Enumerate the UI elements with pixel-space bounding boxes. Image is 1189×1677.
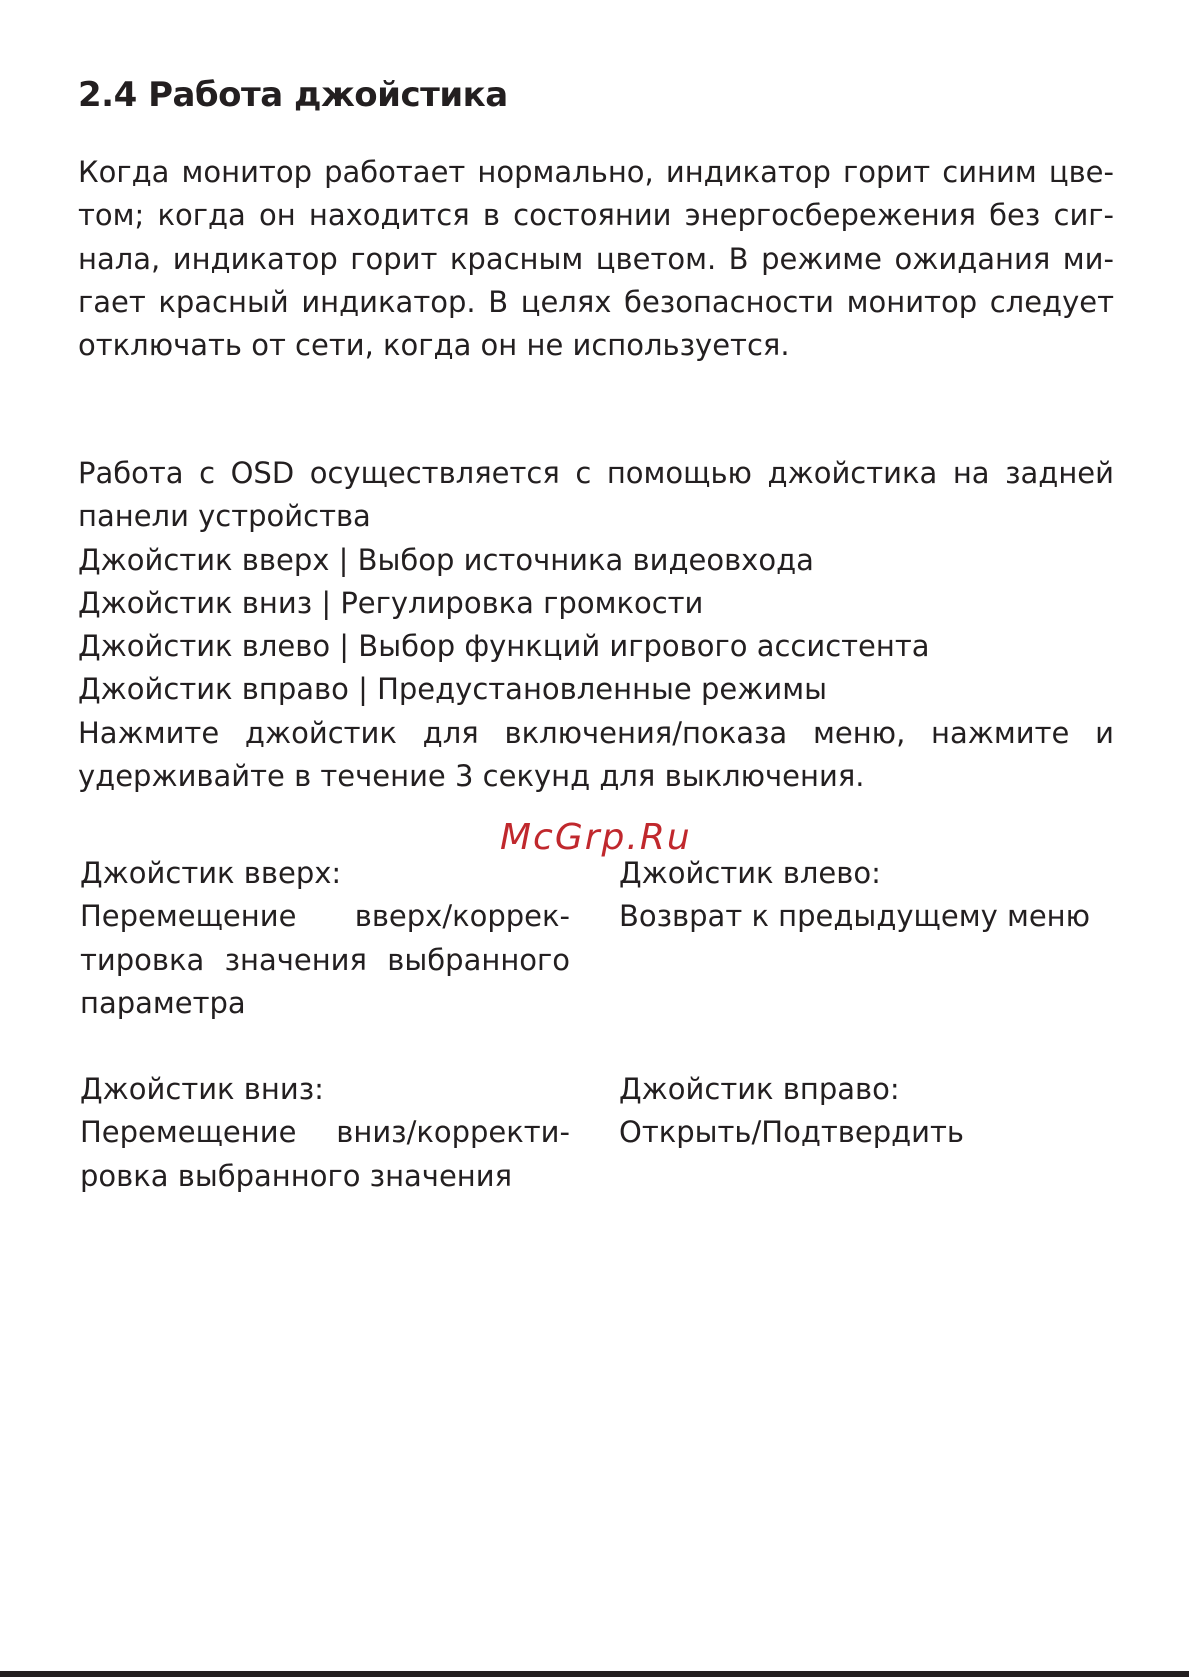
paragraph-line: том; когда он находится в состоянии энергосбережения без сиг-: [78, 198, 1114, 233]
menu-control-line: параметра: [80, 985, 246, 1020]
menu-control-up: [80, 852, 570, 1025]
menu-control-line: Перемещение вниз/корректи-: [80, 1115, 570, 1150]
paragraph-line: гает красный индикатор. В целях безопасности монитор следует: [78, 284, 1114, 319]
menu-control-title: Джойстик вниз:: [80, 1072, 324, 1106]
menu-control-line: ровка выбранного значения: [80, 1158, 513, 1193]
joystick-left-function: Джойстик влево | Выбор функций игрового ассистента: [78, 629, 930, 664]
paragraph-line: Работа с OSD осуществляется с помощью джойстика на задней: [78, 456, 1114, 490]
paragraph-line: Нажмите джойстик для включения/показа меню, нажмите и: [78, 715, 1114, 750]
joystick-down-function: Джойстик вниз | Регулировка громкости: [78, 585, 704, 620]
menu-control-title: Джойстик вверх:: [80, 856, 342, 890]
menu-control-right: [619, 1068, 1099, 1155]
page-bottom-rule: [0, 1671, 1189, 1677]
menu-control-left: [619, 852, 1099, 939]
paragraph-line: нала, индикатор горит красным цветом. В режиме ожидания ми-: [78, 241, 1114, 276]
watermark: McGrp.Ru: [500, 817, 692, 858]
menu-control-line: тировка значения выбранного: [80, 942, 570, 977]
indicator-paragraph: [78, 151, 1114, 367]
menu-control-line: Перемещение вверх/коррек-: [80, 899, 570, 934]
paragraph-line: отключать от сети, когда он не используется.: [78, 328, 790, 363]
menu-control-title: Джойстик вправо:: [619, 1072, 900, 1106]
menu-control-line: Возврат к предыдущему меню: [619, 899, 1091, 934]
menu-control-down: [80, 1068, 570, 1198]
joystick-up-function: Джойстик вверх | Выбор источника видеовхода: [78, 542, 814, 577]
paragraph-line: панели устройства: [78, 499, 371, 534]
menu-control-line: Открыть/Подтвердить: [619, 1115, 965, 1150]
paragraph-line: Когда монитор работает нормально, индикатор горит синим цве-: [78, 155, 1114, 189]
joystick-right-function: Джойстик вправо | Предустановленные режимы: [78, 672, 827, 707]
menu-control-title: Джойстик влево:: [619, 856, 881, 890]
osd-paragraph: [78, 452, 1114, 798]
section-heading: 2.4 Работа джойстика: [78, 75, 508, 115]
paragraph-line: удерживайте в течение 3 секунд для выключения.: [78, 759, 865, 794]
